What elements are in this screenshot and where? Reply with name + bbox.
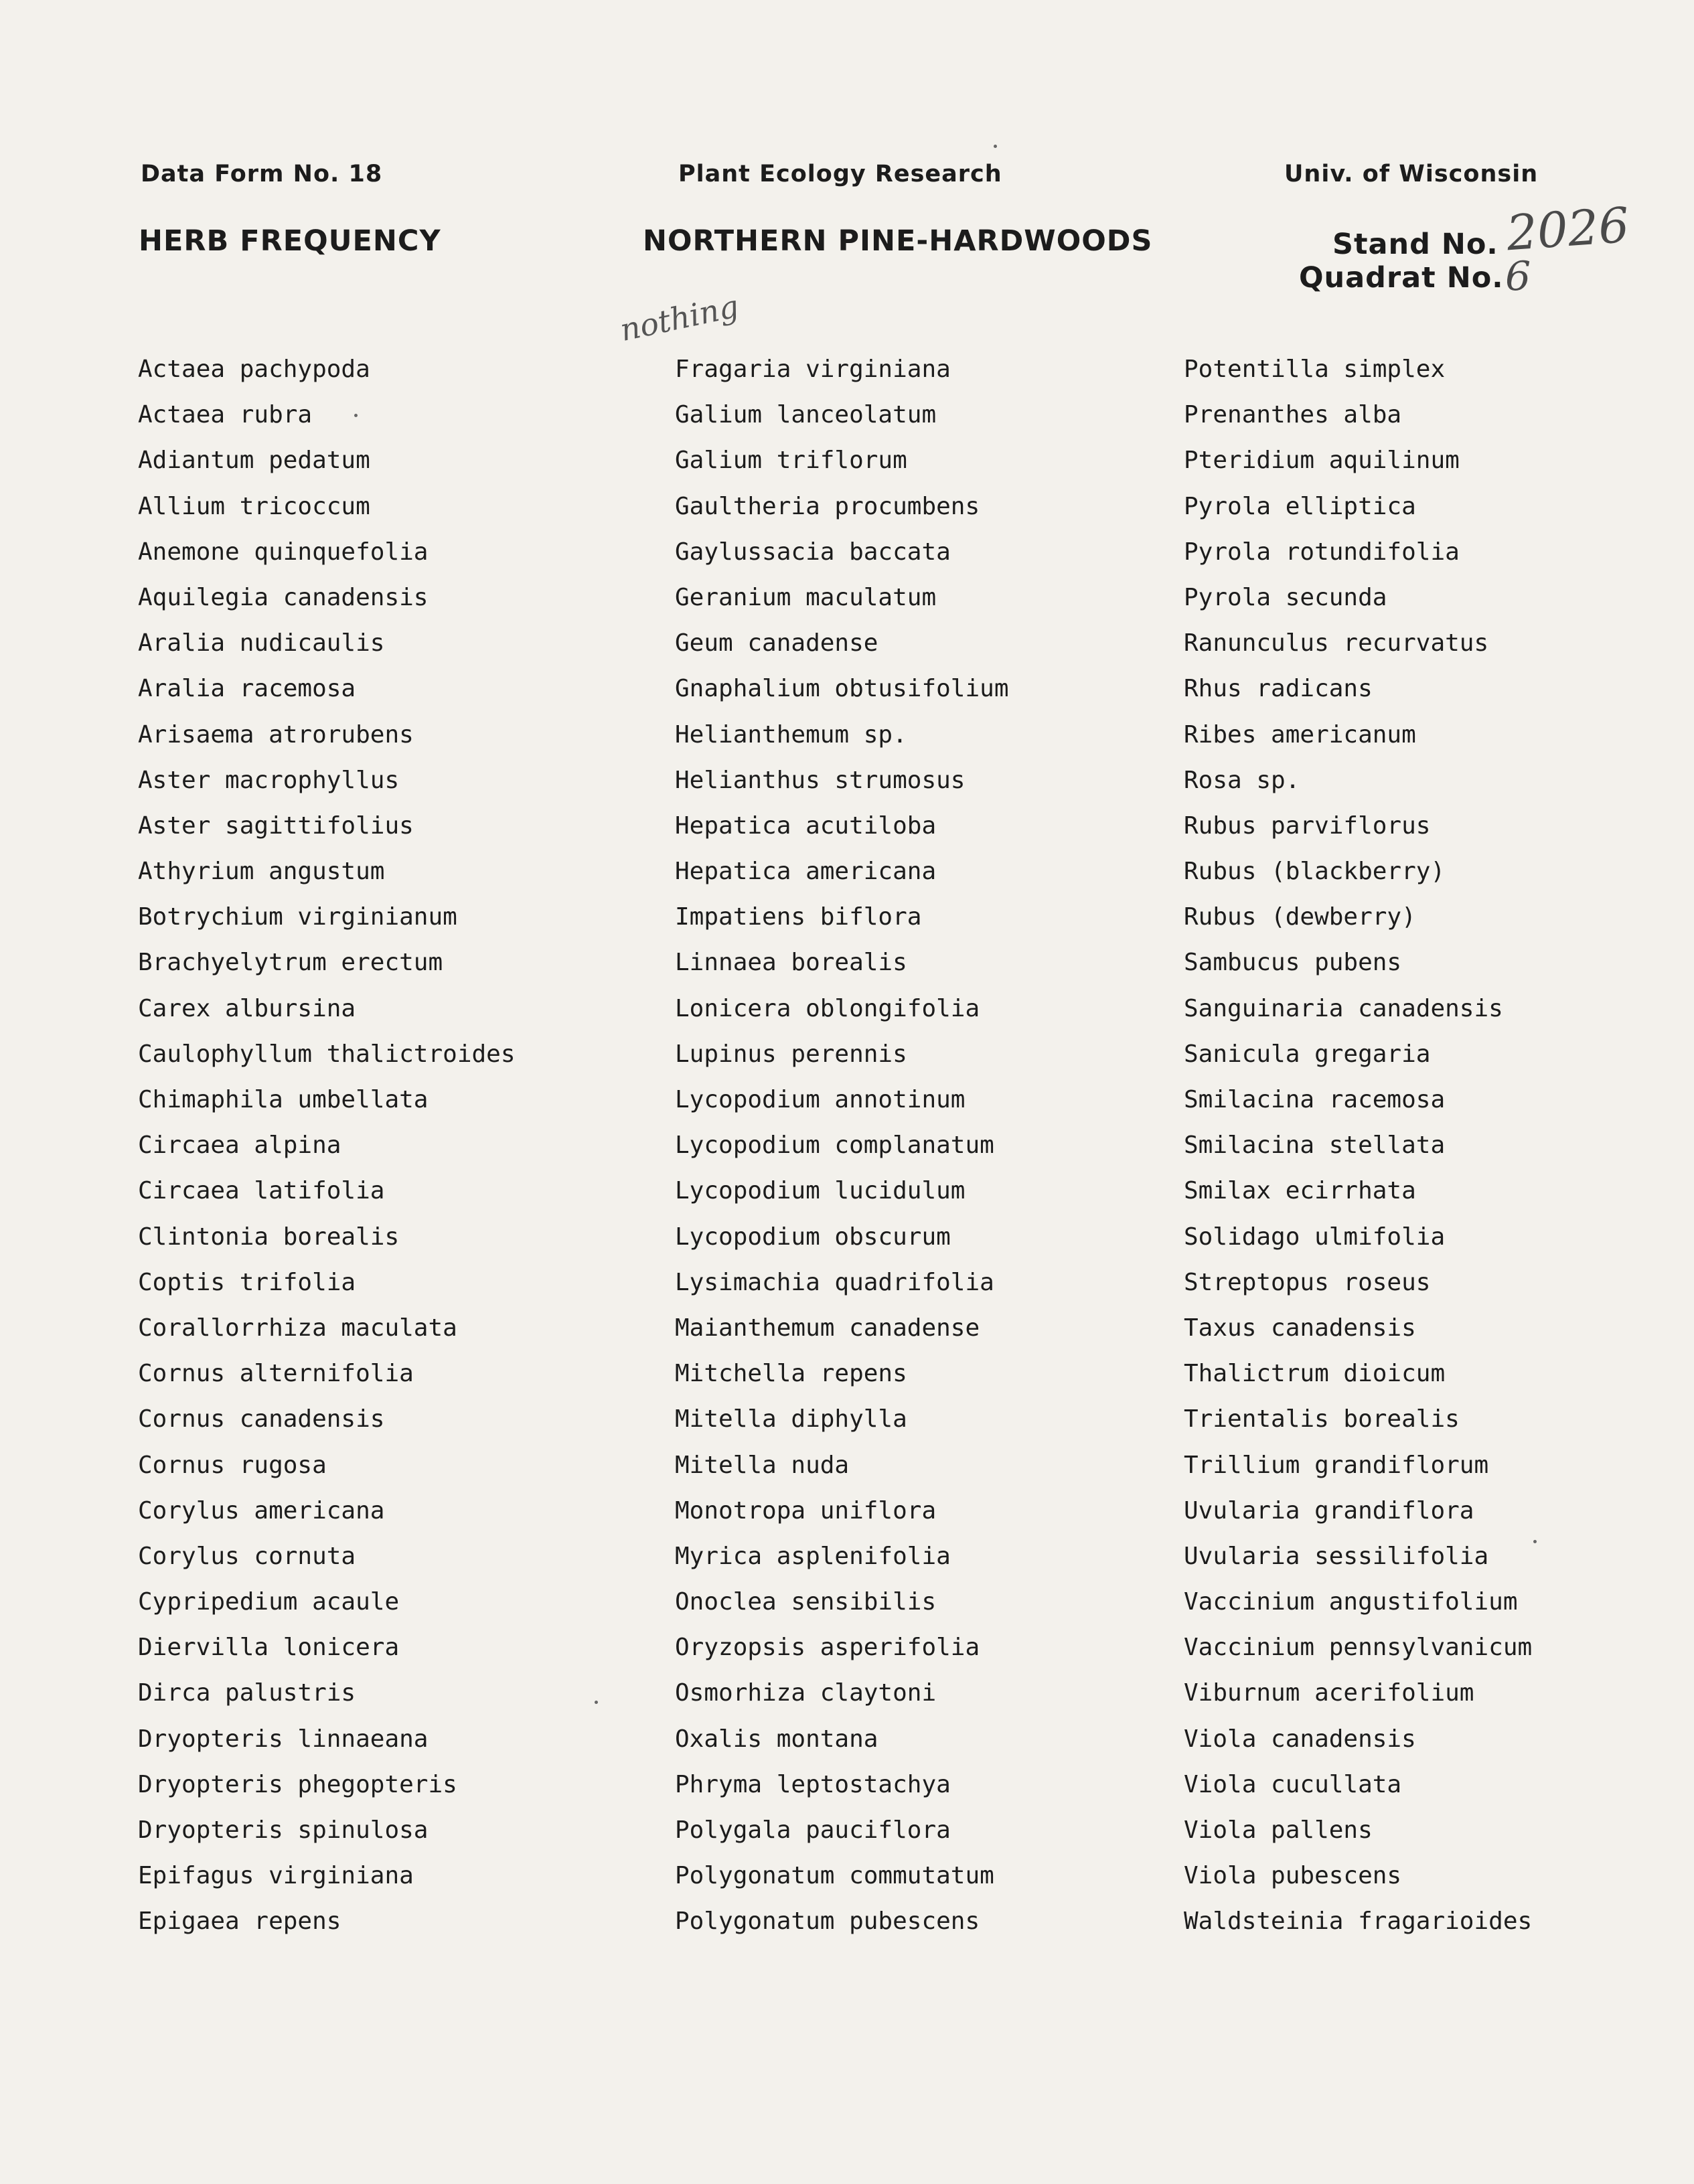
- species-item: Osmorhiza claytoni: [675, 1679, 937, 1707]
- species-item: Polygonatum pubescens: [675, 1907, 980, 1936]
- species-item: Dryopteris phegopteris: [138, 1770, 457, 1798]
- species-item: Corallorrhiza maculata: [138, 1314, 457, 1342]
- species-item: Cornus rugosa: [138, 1451, 327, 1479]
- species-item: Viburnum acerifolium: [1184, 1679, 1474, 1707]
- species-item: Mitella nuda: [675, 1451, 850, 1479]
- species-item: Potentilla simplex: [1184, 356, 1446, 383]
- quadrat-number-value: 6: [1505, 253, 1531, 300]
- species-item: Allium tricoccum: [138, 492, 370, 520]
- species-item: Lycopodium lucidulum: [675, 1177, 966, 1205]
- species-item: Viola cucullata: [1184, 1770, 1402, 1798]
- species-item: Anemone quinquefolia: [138, 538, 429, 566]
- species-item: Maianthemum canadense: [675, 1314, 980, 1342]
- species-item: Botrychium virginianum: [138, 903, 457, 931]
- paper-speck: [595, 1701, 598, 1704]
- species-item: Vaccinium angustifolium: [1184, 1588, 1518, 1616]
- species-item: Adiantum pedatum: [138, 447, 370, 475]
- species-item: Gnaphalium obtusifolium: [675, 675, 1009, 703]
- species-item: Viola pallens: [1184, 1816, 1373, 1844]
- species-item: Circaea alpina: [138, 1132, 341, 1160]
- species-item: Waldsteinia fragarioides: [1184, 1907, 1533, 1936]
- species-item: Cornus alternifolia: [138, 1360, 414, 1388]
- species-item: Smilacina stellata: [1184, 1132, 1446, 1160]
- species-column-1: [138, 352, 516, 1950]
- species-item: Athyrium angustum: [138, 858, 385, 886]
- species-item: Brachyelytrum erectum: [138, 949, 443, 977]
- species-item: Epigaea repens: [138, 1907, 341, 1936]
- species-item: Onoclea sensibilis: [675, 1588, 937, 1616]
- species-item: Oryzopsis asperifolia: [675, 1634, 980, 1662]
- species-item: Rubus (blackberry): [1184, 858, 1446, 886]
- species-item: Phryma leptostachya: [675, 1770, 951, 1798]
- species-item: Rubus parviflorus: [1184, 811, 1431, 840]
- species-item: Geum canadense: [675, 629, 878, 657]
- university-name: Univ. of Wisconsin: [1284, 161, 1539, 187]
- species-item: Aster sagittifolius: [138, 811, 414, 840]
- paper-speck: [354, 414, 358, 417]
- species-item: Helianthemum sp.: [675, 720, 907, 749]
- species-item: Corylus americana: [138, 1496, 385, 1525]
- species-item: Trillium grandiflorum: [1184, 1451, 1489, 1479]
- species-item: Aster macrophyllus: [138, 766, 400, 794]
- species-item: Hepatica americana: [675, 858, 937, 886]
- species-item: Smilax ecirrhata: [1184, 1177, 1416, 1205]
- species-item: Mitchella repens: [675, 1360, 907, 1388]
- species-item: Dryopteris spinulosa: [138, 1816, 429, 1844]
- handwritten-note: nothing: [617, 287, 742, 349]
- species-item: Myrica asplenifolia: [675, 1542, 951, 1570]
- species-item: Ribes americanum: [1184, 720, 1416, 749]
- species-item: Pyrola rotundifolia: [1184, 538, 1460, 566]
- species-item: Pyrola elliptica: [1184, 492, 1416, 520]
- species-column-2: [675, 352, 1009, 1950]
- species-item: Clintonia borealis: [138, 1223, 400, 1251]
- species-item: Polygonatum commutatum: [675, 1862, 994, 1890]
- species-item: Vaccinium pennsylvanicum: [1184, 1634, 1533, 1662]
- species-item: Oxalis montana: [675, 1725, 878, 1753]
- quadrat-number-label: Quadrat No.: [1299, 261, 1504, 295]
- species-item: Pyrola secunda: [1184, 583, 1387, 611]
- species-item: Prenanthes alba: [1184, 401, 1402, 429]
- species-item: Aquilegia canadensis: [138, 583, 429, 611]
- species-item: Diervilla lonicera: [138, 1634, 400, 1662]
- species-item: Geranium maculatum: [675, 583, 937, 611]
- species-item: Cornus canadensis: [138, 1405, 385, 1433]
- species-item: Chimaphila umbellata: [138, 1086, 429, 1113]
- species-item: Polygala pauciflora: [675, 1816, 951, 1844]
- species-item: Lycopodium obscurum: [675, 1223, 951, 1251]
- species-item: Lycopodium annotinum: [675, 1086, 966, 1113]
- species-item: Solidago ulmifolia: [1184, 1223, 1446, 1251]
- species-item: Streptopus roseus: [1184, 1268, 1431, 1296]
- species-item: Monotropa uniflora: [675, 1496, 937, 1525]
- species-item: Smilacina racemosa: [1184, 1086, 1446, 1113]
- paper-speck: [994, 145, 997, 148]
- species-item: Actaea pachypoda: [138, 356, 370, 383]
- species-item: Uvularia grandiflora: [1184, 1496, 1474, 1525]
- species-item: Rosa sp.: [1184, 766, 1300, 794]
- species-item: Sambucus pubens: [1184, 949, 1402, 977]
- species-item: Sanguinaria canadensis: [1184, 994, 1503, 1022]
- species-item: Thalictrum dioicum: [1184, 1360, 1446, 1388]
- species-item: Hepatica acutiloba: [675, 811, 937, 840]
- species-item: Circaea latifolia: [138, 1177, 385, 1205]
- species-item: Actaea rubra: [138, 401, 313, 429]
- species-item: Galium triflorum: [675, 447, 907, 475]
- species-item: Linnaea borealis: [675, 949, 907, 977]
- species-item: Aralia racemosa: [138, 675, 356, 703]
- species-item: Trientalis borealis: [1184, 1405, 1460, 1433]
- species-item: Epifagus virginiana: [138, 1862, 414, 1890]
- species-item: Gaultheria procumbens: [675, 492, 980, 520]
- species-item: Rubus (dewberry): [1184, 903, 1416, 931]
- paper-speck: [1533, 1540, 1537, 1543]
- species-item: Viola pubescens: [1184, 1862, 1402, 1890]
- species-item: Impatiens biflora: [675, 903, 922, 931]
- species-item: Viola canadensis: [1184, 1725, 1416, 1753]
- species-item: Gaylussacia baccata: [675, 538, 951, 566]
- species-item: Rhus radicans: [1184, 675, 1373, 703]
- species-item: Lupinus perennis: [675, 1040, 907, 1068]
- species-item: Ranunculus recurvatus: [1184, 629, 1489, 657]
- species-item: Lonicera oblongifolia: [675, 994, 980, 1022]
- species-item: Sanicula gregaria: [1184, 1040, 1431, 1068]
- species-item: Corylus cornuta: [138, 1542, 356, 1570]
- form-subtitle: NORTHERN PINE-HARDWOODS: [643, 224, 1153, 258]
- species-item: Pteridium aquilinum: [1184, 447, 1460, 475]
- species-item: Caulophyllum thalictroides: [138, 1040, 516, 1068]
- species-item: Carex albursina: [138, 994, 356, 1022]
- form-title: HERB FREQUENCY: [139, 224, 441, 258]
- stand-number-label: Stand No.: [1332, 228, 1498, 261]
- species-item: Mitella diphylla: [675, 1405, 907, 1433]
- species-column-3: [1184, 352, 1532, 1950]
- form-number: Data Form No. 18: [141, 161, 383, 187]
- species-item: Dirca palustris: [138, 1679, 356, 1707]
- department-name: Plant Ecology Research: [678, 161, 1002, 187]
- species-item: Taxus canadensis: [1184, 1314, 1416, 1342]
- stand-number-value: 2026: [1505, 196, 1631, 262]
- species-item: Coptis trifolia: [138, 1268, 356, 1296]
- species-item: Aralia nudicaulis: [138, 629, 385, 657]
- species-item: Fragaria virginiana: [675, 356, 951, 383]
- species-item: Cypripedium acaule: [138, 1588, 400, 1616]
- species-item: Galium lanceolatum: [675, 401, 937, 429]
- species-item: Lycopodium complanatum: [675, 1132, 994, 1160]
- species-item: Lysimachia quadrifolia: [675, 1268, 994, 1296]
- species-item: Uvularia sessilifolia: [1184, 1542, 1489, 1570]
- species-item: Helianthus strumosus: [675, 766, 966, 794]
- species-item: Arisaema atrorubens: [138, 720, 414, 749]
- species-item: Dryopteris linnaeana: [138, 1725, 429, 1753]
